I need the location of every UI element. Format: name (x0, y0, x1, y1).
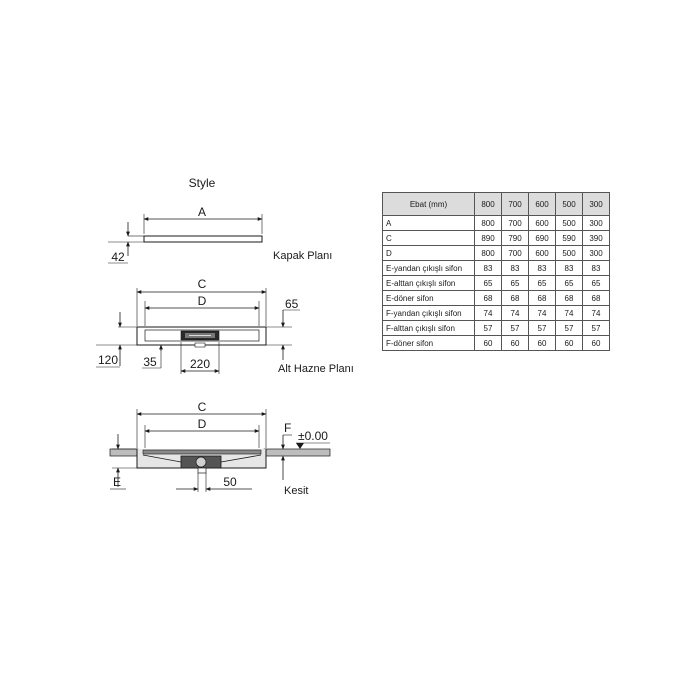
row-label: E-alttan çıkışlı sifon (383, 276, 475, 291)
table-cell: 500 (556, 216, 583, 231)
row-label: F-yandan çıkışlı sifon (383, 306, 475, 321)
dim-a-label: A (197, 205, 207, 219)
table-cell: 57 (583, 321, 610, 336)
table-cell: 700 (502, 246, 529, 261)
table-cell: 68 (475, 291, 502, 306)
table-row (383, 291, 610, 306)
section-dim-d-label: D (197, 417, 207, 431)
level-label: ±0.00 (298, 429, 328, 443)
table-row (383, 276, 610, 291)
table-row (383, 216, 610, 231)
table-header-cell: 500 (556, 193, 583, 216)
table-cell: 800 (475, 246, 502, 261)
table-cell: 74 (475, 306, 502, 321)
table-cell: 800 (475, 216, 502, 231)
table-header-cell: 600 (529, 193, 556, 216)
table-cell: 57 (475, 321, 502, 336)
row-label: A (383, 216, 475, 231)
table-cell: 68 (556, 291, 583, 306)
dimension-table (382, 192, 610, 351)
table-row (383, 261, 610, 276)
table-cell: 74 (556, 306, 583, 321)
table-header-cell: 800 (475, 193, 502, 216)
row-label: C (383, 231, 475, 246)
table-cell: 83 (556, 261, 583, 276)
table-cell: 65 (502, 276, 529, 291)
table-cell: 65 (556, 276, 583, 291)
dim-f-label: F (284, 421, 292, 435)
table-header-row (383, 193, 610, 216)
table-cell: 600 (529, 216, 556, 231)
table-header-cell: 300 (583, 193, 610, 216)
table-cell: 57 (502, 321, 529, 336)
dim-42-label: 42 (111, 250, 125, 264)
table-cell: 60 (475, 336, 502, 351)
dim-d-label: D (197, 294, 207, 308)
product-title: Style (188, 176, 216, 190)
table-cell: 68 (583, 291, 610, 306)
table-cell: 83 (583, 261, 610, 276)
table-cell: 60 (583, 336, 610, 351)
dim-e-label: E (113, 475, 122, 489)
table-cell: 83 (502, 261, 529, 276)
table-header-cell: Ebat (mm) (383, 193, 475, 216)
table-cell: 690 (529, 231, 556, 246)
table-cell: 83 (529, 261, 556, 276)
table-cell: 74 (502, 306, 529, 321)
section-dim-c-label: C (197, 400, 207, 414)
row-label: E-yandan çıkışlı sifon (383, 261, 475, 276)
row-label: F-alttan çıkışlı sifon (383, 321, 475, 336)
row-label: D (383, 246, 475, 261)
dim-120-label: 120 (97, 353, 119, 367)
table-cell: 60 (502, 336, 529, 351)
table-row (383, 231, 610, 246)
bottom-plan-view (96, 277, 354, 375)
table-cell: 890 (475, 231, 502, 246)
table-cell: 74 (583, 306, 610, 321)
table-cell: 700 (502, 216, 529, 231)
table-cell: 60 (556, 336, 583, 351)
table-cell: 68 (502, 291, 529, 306)
cover-plate (144, 236, 262, 242)
table-cell: 57 (529, 321, 556, 336)
cover-plan-label: Kapak Planı (273, 250, 333, 262)
table-cell: 600 (529, 246, 556, 261)
table-row (383, 336, 610, 351)
dim-35-label: 35 (143, 355, 157, 369)
row-label: E-döner sifon (383, 291, 475, 306)
cover-plan-view (108, 205, 332, 264)
table-cell: 57 (556, 321, 583, 336)
table-cell: 65 (529, 276, 556, 291)
table-cell: 590 (556, 231, 583, 246)
bottom-plan-label: Alt Hazne Planı (278, 363, 354, 375)
section-label: Kesit (284, 485, 309, 497)
table-cell: 300 (583, 246, 610, 261)
row-label: F-döner sifon (383, 336, 475, 351)
table-cell: 83 (475, 261, 502, 276)
table-header-cell: 700 (502, 193, 529, 216)
table-row (383, 306, 610, 321)
table-cell: 65 (583, 276, 610, 291)
table-cell: 60 (529, 336, 556, 351)
dim-c-label: C (197, 277, 207, 291)
table-cell: 300 (583, 216, 610, 231)
table-cell: 68 (529, 291, 556, 306)
table-body (383, 216, 610, 351)
table-cell: 390 (583, 231, 610, 246)
table-cell: 500 (556, 246, 583, 261)
dim-220-label: 220 (189, 357, 211, 371)
table-cell: 65 (475, 276, 502, 291)
table-row (383, 246, 610, 261)
dim-65-label: 65 (285, 297, 299, 311)
dim-50-label: 50 (223, 475, 237, 489)
table-cell: 74 (529, 306, 556, 321)
table-cell: 790 (502, 231, 529, 246)
section-view (110, 400, 330, 497)
table-row (383, 321, 610, 336)
